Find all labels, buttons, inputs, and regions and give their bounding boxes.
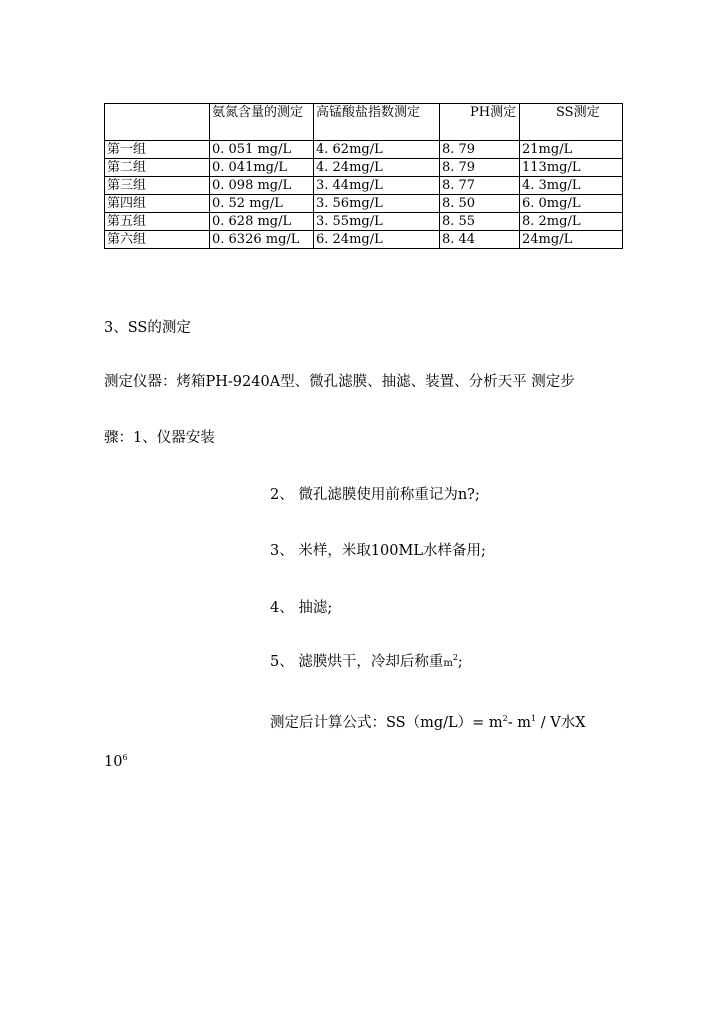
step-2: 2、 微孔滤膜使用前称重记为n?; [270, 487, 480, 503]
group-cell: 第五组 [105, 213, 210, 231]
permanganate-cell: 4. 24mg/L [314, 159, 440, 177]
table-row [105, 195, 623, 213]
ph-cell: 8. 50 [440, 195, 520, 213]
ammonia-cell: 0. 041mg/L [210, 159, 314, 177]
table-row [105, 141, 623, 159]
ss-cell: 21mg/L [520, 141, 623, 159]
ph-cell: 8. 77 [440, 177, 520, 195]
results-table [104, 103, 623, 249]
group-cell: 第一组 [105, 141, 210, 159]
steps-intro: 骤：1、仪器安装 [104, 430, 215, 446]
step-3: 3、 米样，米取100ML水样备用; [270, 543, 486, 559]
table-row [105, 231, 623, 249]
ammonia-cell: 0. 098 mg/L [210, 177, 314, 195]
ss-cell: 6. 0mg/L [520, 195, 623, 213]
formula-sup-2: 1 [531, 714, 537, 724]
ss-cell: 24mg/L [520, 231, 623, 249]
group-cell: 第六组 [105, 231, 210, 249]
ph-cell: 8. 44 [440, 231, 520, 249]
group-cell: 第四组 [105, 195, 210, 213]
permanganate-cell: 3. 44mg/L [314, 177, 440, 195]
table-row [105, 213, 623, 231]
permanganate-cell: 6. 24mg/L [314, 231, 440, 249]
formula-suffix: / V水X [536, 715, 586, 731]
table-header-row [105, 104, 623, 141]
ammonia-cell: 0. 52 mg/L [210, 195, 314, 213]
header-ammonia: 氨氮含量的测定 [210, 104, 314, 141]
header-cell-empty [105, 104, 210, 141]
header-permanganate: 高锰酸盐指数测定 [314, 104, 440, 141]
ammonia-cell: 0. 628 mg/L [210, 213, 314, 231]
ammonia-cell: 0. 051 mg/L [210, 141, 314, 159]
formula-power [104, 752, 128, 772]
ss-cell: 8. 2mg/L [520, 213, 623, 231]
ph-cell: 8. 79 [440, 141, 520, 159]
formula-line [270, 713, 586, 733]
permanganate-cell: 3. 56mg/L [314, 195, 440, 213]
step-4: 4、 抽滤; [270, 600, 333, 616]
formula-prefix: 测定后计算公式：SS（mg/L）= m [270, 715, 503, 731]
header-ph: PH测定 [440, 104, 520, 141]
power-base: 10 [104, 754, 123, 770]
instruments-line: 测定仪器：烤箱PH-9240A型、微孔滤膜、抽滤、装置、分析天平 测定步 [104, 374, 575, 390]
step-5-symbol: m [443, 658, 453, 669]
ss-cell: 4. 3mg/L [520, 177, 623, 195]
header-ss: SS测定 [520, 104, 623, 141]
ss-cell: 113mg/L [520, 159, 623, 177]
table-row [105, 177, 623, 195]
permanganate-cell: 4. 62mg/L [314, 141, 440, 159]
permanganate-cell: 3. 55mg/L [314, 213, 440, 231]
ph-cell: 8. 79 [440, 159, 520, 177]
table-row [105, 159, 623, 177]
power-exponent: 6 [122, 753, 128, 763]
group-cell: 第三组 [105, 177, 210, 195]
formula-sup-1: 2 [502, 714, 508, 724]
ammonia-cell: 0. 6326 mg/L [210, 231, 314, 249]
group-cell: 第二组 [105, 159, 210, 177]
section-heading: 3、SS的测定 [104, 320, 191, 336]
step-5-end: ; [457, 654, 463, 670]
step-5 [270, 652, 463, 674]
step-5-text: 5、 滤膜烘干，冷却后称重 [270, 654, 444, 670]
formula-mid: - m [507, 715, 532, 731]
ph-cell: 8. 55 [440, 213, 520, 231]
step-5-sup: 2 [452, 653, 458, 663]
